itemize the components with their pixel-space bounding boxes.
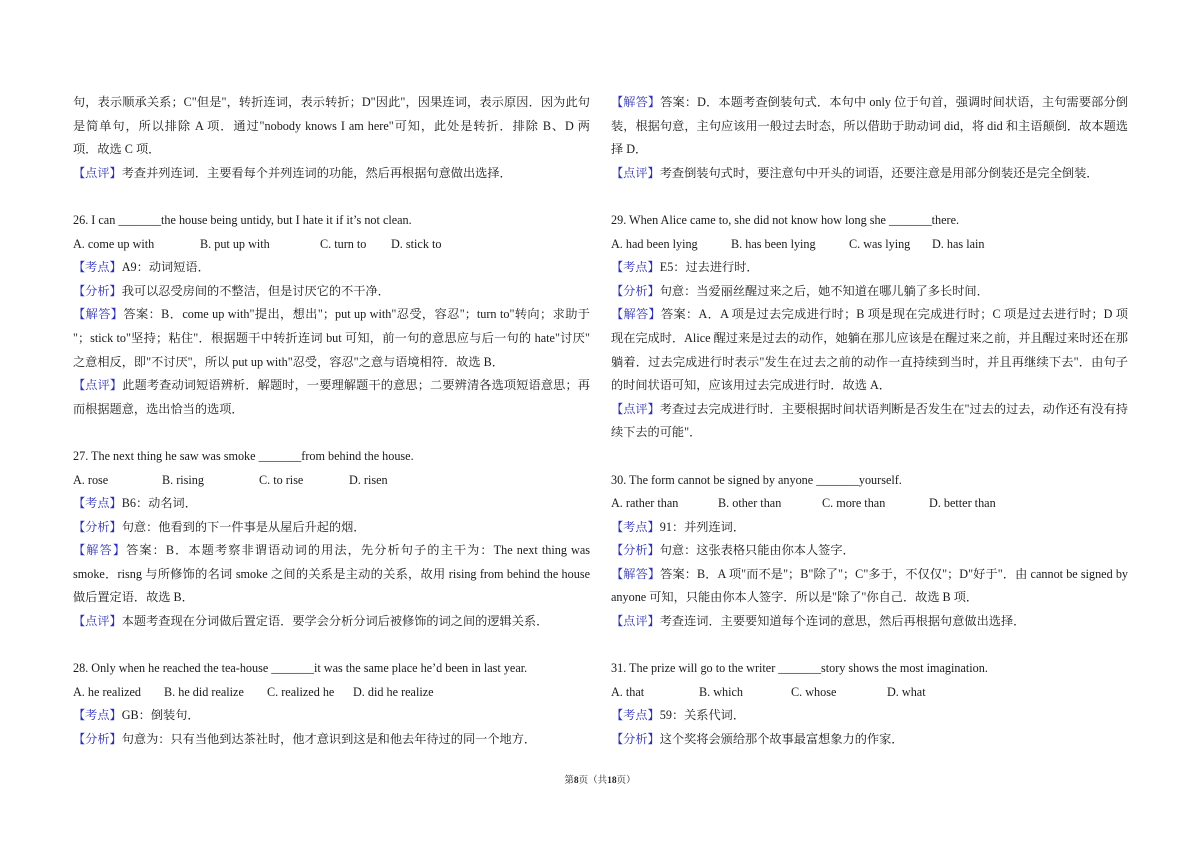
q27-fenxi [73, 516, 590, 540]
option-d: D. did he realize [353, 684, 434, 699]
jieda-text: 答案：B．A 项"而不是"；B"除了"；C"多于，不仅仅"；D"好于"．由 cannot be signed by [660, 566, 1128, 581]
jieda-text: 答案：B．本题考察非谓语动词的用法，先分析句子的主干为：The next thing was [126, 543, 590, 558]
q26-jieda-line: 之意相反，即"不讨厌"，所以 put up with"忍受，容忍"之意与语境相符．故选 B． [73, 354, 504, 369]
dianping-tag: 【点评】 [611, 165, 660, 180]
q28-kaodian [73, 704, 590, 728]
q28-stem: 28. Only when he reached the tea-house _______it was the same place he’d been in last year. [73, 661, 528, 676]
fenxi-text: 这个奖将会颁给那个故事最富想象力的作家． [659, 732, 904, 747]
fenxi-text: 句意：这张表格只能由你本人签字． [659, 543, 855, 558]
q28-jieda-line [611, 91, 1128, 115]
q27-dianping-line [73, 610, 590, 634]
option-b: B. other than [718, 496, 782, 511]
q25-explanation-line: 项．故选 C 项． [73, 142, 161, 157]
footer-prefix: 第 [564, 776, 574, 786]
option-c: C. turn to [320, 236, 367, 251]
fenxi-text: 我可以忍受房间的不整洁，但是讨厌它的不干净． [121, 283, 390, 298]
q31-kaodian [611, 704, 1128, 728]
total-pages: 18 [607, 776, 617, 786]
jieda-tag: 【解答】 [73, 543, 127, 558]
kaodian-text: B6：动名词． [121, 496, 197, 511]
fenxi-tag: 【分析】 [73, 732, 122, 747]
dianping-tag: 【点评】 [611, 401, 660, 416]
q26-options [73, 233, 590, 257]
fenxi-text: 句意：当爱丽丝醒过来之后，她不知道在哪儿躺了多长时间． [659, 283, 989, 298]
option-c: C. more than [822, 496, 886, 511]
option-a: A. rose [73, 472, 109, 487]
option-d: D. has lain [932, 236, 985, 251]
q28-jieda-line: 装，根据句意，主句应该用一般过去时态，所以借助于助动词 did，将 did 和主语颠倒．故本题选 [611, 118, 1128, 133]
q28-fenxi [73, 728, 590, 752]
option-c: C. whose [791, 684, 837, 699]
q30-dianping-line [611, 610, 1128, 634]
jieda-tag: 【解答】 [611, 307, 661, 322]
jieda-tag: 【解答】 [611, 566, 661, 581]
q25-explanation-line: 句，表示顺承关系；C"但是"，转折连词，表示转折；D"因此"，因果连词，表示原因．因为此句 [73, 95, 590, 109]
option-b: B. has been lying [731, 236, 816, 251]
dianping-text: 本题考查现在分词做后置定语．要学会分析分词后被修饰的词之间的逻辑关系． [121, 614, 549, 629]
kaodian-text: 59：关系代词． [659, 708, 746, 723]
q31-stem: 31. The prize will go to the writer _______story shows the most imagination. [611, 661, 988, 676]
option-a: A. he realized [73, 684, 142, 699]
q30-jieda-line: anyone 可知，只能由你本人签字．所以是"除了"你自己．故选 B 项． [611, 590, 979, 605]
left-column [73, 91, 590, 752]
q27-options [73, 469, 590, 493]
q26-jieda-line [73, 303, 590, 327]
page-number: 8 [573, 776, 579, 786]
option-a: A. come up with [73, 236, 155, 251]
page-footer [0, 772, 1200, 786]
option-b: B. he did realize [164, 684, 244, 699]
q31-options [611, 681, 1128, 705]
option-d: D. better than [929, 496, 996, 511]
dianping-tag: 【点评】 [611, 614, 660, 629]
footer-mid: 页（共 [578, 776, 608, 786]
option-b: B. put up with [200, 236, 270, 251]
q26-fenxi [73, 280, 590, 304]
fenxi-tag: 【分析】 [611, 732, 660, 747]
option-b: B. which [699, 684, 744, 699]
q26-dianping-line: 而根据题意，选出恰当的选项． [73, 401, 244, 416]
comment-tag: 【点评】 [73, 165, 122, 180]
option-d: D. risen [349, 472, 388, 487]
q29-options [611, 233, 1128, 257]
q26-kaodian [73, 256, 590, 280]
q31-fenxi [611, 728, 1128, 752]
q29-jieda-line: 现在完成时．Alice 醒过来是过去的动作，她躺在那儿应该是在醒过来之前，并且醒过来时还在那 [611, 330, 1128, 345]
option-a: A. had been lying [611, 236, 698, 251]
q26-stem: 26. I can _______the house being untidy, but I hate it if it’s not clean. [73, 212, 412, 227]
q29-stem: 29. When Alice came to, she did not know how long she _______there. [611, 212, 960, 227]
dianping-text: 此题考查动词短语辨析．解题时，一要理解题干的意思；二要辨清各选项短语意思；再 [122, 378, 590, 393]
q29-dianping-line: 续下去的可能"． [611, 425, 702, 440]
q28-options [73, 681, 590, 705]
q28-dianping [611, 162, 1128, 186]
option-c: C. realized he [267, 684, 335, 699]
footer-suffix: 页） [616, 776, 636, 786]
q27-jieda-line: smoke．risng 与所修饰的名词 smoke 之间的关系是主动的关系，故用 rising from behind the house [73, 566, 590, 581]
fenxi-text: 句意：他看到的下一件事是从屋后升起的烟． [121, 519, 366, 534]
kaodian-tag: 【考点】 [611, 260, 660, 275]
q28-jieda-line: 择 D． [611, 142, 648, 157]
q29-jieda-line [611, 303, 1128, 327]
option-c: C. to rise [259, 472, 304, 487]
kaodian-tag: 【考点】 [73, 260, 122, 275]
dianping-tag: 【点评】 [73, 614, 122, 629]
kaodian-text: A9：动词短语． [121, 260, 210, 275]
q30-options [611, 492, 1128, 516]
q27-kaodian [73, 492, 590, 516]
q29-fenxi [611, 280, 1128, 304]
option-d: D. what [887, 684, 926, 699]
jieda-text: 答案：B．come up with"提出，想出"；put up with"忍受，容忍"；turn to"转向；求助于 [123, 307, 590, 322]
comment-text: 考查并列连词．主要看每个并列连词的功能，然后再根据句意做出选择． [121, 165, 512, 180]
q30-fenxi [611, 539, 1128, 563]
fenxi-tag: 【分析】 [611, 283, 660, 298]
q29-kaodian [611, 256, 1128, 280]
option-a: A. that [611, 684, 645, 699]
q29-dianping-line [611, 398, 1128, 422]
jieda-text: 答案：A．A 项是过去完成进行时；B 项是现在完成进行时；C 项是过去进行时；D 项 [661, 307, 1128, 322]
option-d: D. stick to [391, 236, 442, 251]
dianping-text: 考查过去完成进行时．主要根据时间状语判断是否发生在"过去的过去，动作还有没有持 [659, 401, 1128, 416]
q25-explanation-line: 是简单句，所以排除 A 项．通过"nobody knows I am here"可知，此处是转折．排除 B、D 两 [73, 118, 590, 133]
right-column [611, 91, 1128, 752]
q29-jieda-line: 的时间状语可知，应该用过去完成进行时．故选 A． [611, 378, 891, 393]
q27-jieda-line: 做后置定语．故选 B． [73, 590, 194, 605]
q30-kaodian [611, 516, 1128, 540]
option-a: A. rather than [611, 496, 679, 511]
dianping-tag: 【点评】 [73, 378, 123, 393]
jieda-tag: 【解答】 [73, 307, 124, 322]
dianping-text: 考查倒装句式时，要注意句中开头的词语，还要注意是用部分倒装还是完全倒装． [659, 165, 1099, 180]
kaodian-text: E5：过去进行时． [659, 260, 759, 275]
kaodian-tag: 【考点】 [73, 496, 122, 511]
q25-comment [73, 162, 590, 186]
option-c: C. was lying [849, 236, 911, 251]
q26-dianping-line [73, 374, 590, 398]
fenxi-tag: 【分析】 [611, 543, 660, 558]
fenxi-text: 句意为：只有当他到达茶社时，他才意识到这是和他去年待过的同一个地方． [121, 732, 537, 747]
q29-jieda-line: 躺着．过去完成进行时表示"发生在过去之前的动作一直持续到当时，并且再继续下去"．由句子 [611, 354, 1128, 369]
q30-stem: 30. The form cannot be signed by anyone _______yourself. [611, 472, 902, 487]
q26-jieda-line: "；stick to"坚持；粘住"．根据题干中转折连词 but 可知，前一句的意思应与后一句的 hate"讨厌" [73, 330, 590, 345]
q27-stem: 27. The next thing he saw was smoke _______from behind the house. [73, 448, 414, 463]
kaodian-text: GB：倒装句． [121, 708, 200, 723]
fenxi-tag: 【分析】 [73, 519, 122, 534]
dianping-text: 考查连词．主要要知道每个连词的意思，然后再根据句意做出选择． [659, 614, 1026, 629]
q27-jieda-line [73, 539, 590, 563]
kaodian-tag: 【考点】 [611, 519, 660, 534]
kaodian-text: 91：并列连词． [659, 519, 746, 534]
jieda-text: 答案：D．本题考查倒装句式．本句中 only 位于句首，强调时间状语，主句需要部分倒 [660, 95, 1128, 109]
fenxi-tag: 【分析】 [73, 283, 122, 298]
jieda-tag: 【解答】 [611, 95, 661, 109]
kaodian-tag: 【考点】 [611, 708, 660, 723]
option-b: B. rising [162, 472, 204, 487]
kaodian-tag: 【考点】 [73, 708, 122, 723]
q30-jieda-line [611, 563, 1128, 587]
